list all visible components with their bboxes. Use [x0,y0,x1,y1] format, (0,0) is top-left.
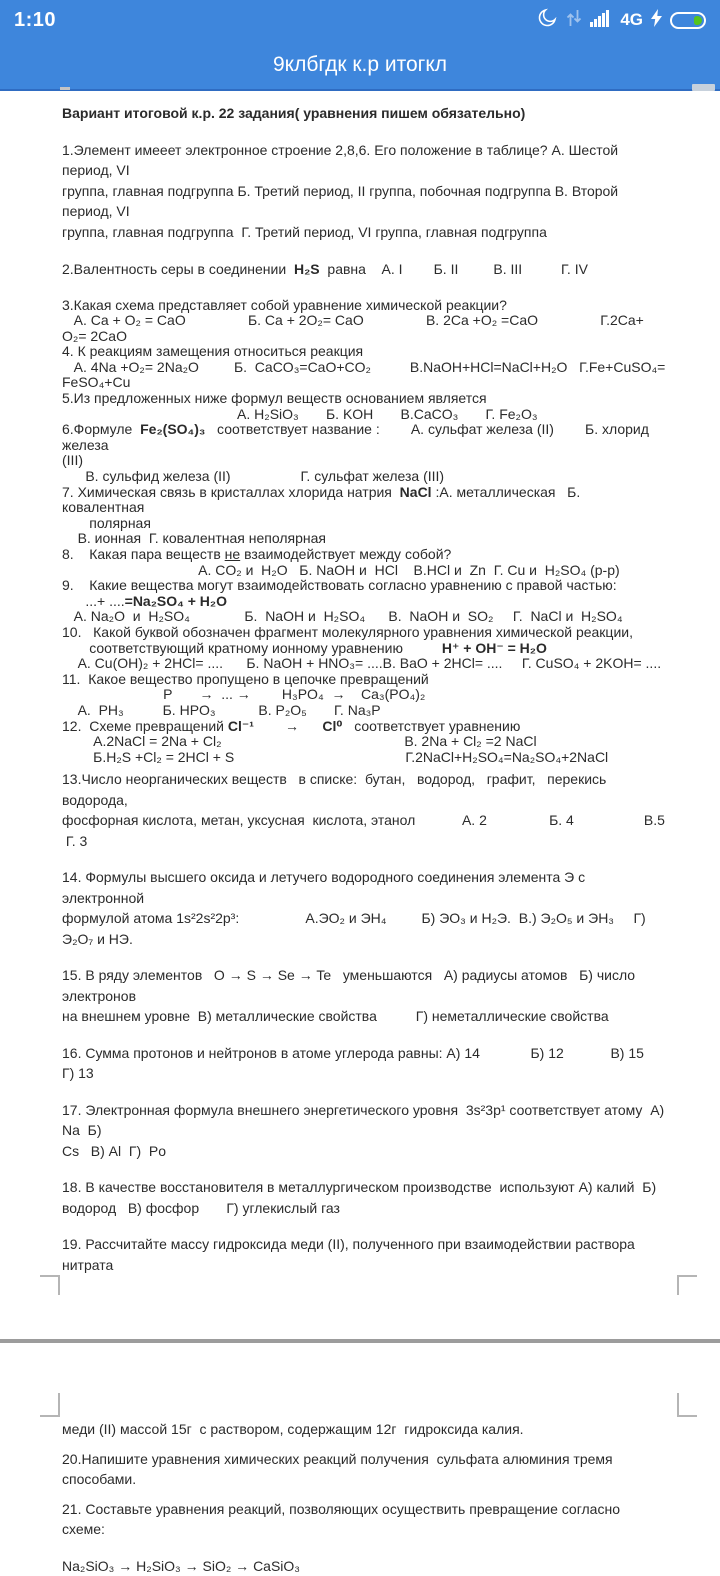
doc-line: формулой атома 1s²2s²2p³: А.ЭО₂ и ЭН₄ Б) ЭО₃ и Н₂Э. В.) Э₂О₅ и ЭН₃ Г) Э₂О₇ и НЭ. [62,910,650,947]
doc-line: меди (II) массой 15г с раствором, содержащим 12г гидроксида калия. [62,1421,524,1438]
doc-line: 14. Формулы высшего оксида и летучего водородного соединения элемента Э с электронной [62,869,590,906]
doc-line: Cs В) Al Г) Po [62,1142,167,1159]
page-break [0,1275,720,1419]
signal-icon [590,9,612,32]
status-bar [0,0,720,40]
doc-line: Г. 3 [62,832,88,849]
doc-line: на внешнем уровне В) металлические свойства Г) неметаллические свойства [62,1008,609,1025]
app-bar [0,40,720,91]
doc-line: 13.Число неорганических веществ в списке: бутан, водород, графит, перекись водорода, [62,771,611,808]
doc-line: 18. В качестве восстановителя в металлургическом производстве используют А) калий Б) [62,1179,657,1196]
doc-line: соответствующий кратному ионному уравнению H⁺ + OH⁻ = H₂O [62,639,547,656]
doc-line: 2.Валентность серы в соединении H₂S равна А. I Б. II В. III Г. IV [62,261,588,277]
doc-line: А. Na₂O и H₂SO₄ Б. NaOH и H₂SO₄ В. NaOH и SO₂ Г. NaCl и H₂SO₄ [62,608,623,625]
document-page-1 [0,91,720,1275]
page1-bottom-right-corner-mark [677,1275,697,1295]
doc-line: 15. В ряду элементов O → S → Se → Te уменьшаются А) радиусы атомов Б) число электронов [62,967,639,1004]
doc-line: фосфорная кислота, метан, уксусная кислота, этанол А. 2 Б. 4 В.5 [62,812,665,829]
doc-line: 12. Схеме превращений Cl⁻¹ → Cl⁰ соответствует уравнению [62,717,521,734]
status-icons [537,7,706,33]
doc-line: полярная [62,514,151,531]
doc-line: ...+ ....=Na₂SO₄ + H₂O [62,592,228,609]
doc-line: 7. Химическая связь в кристаллах хлорида натрия NaCl :А. металлическая Б. ковалентная [62,483,585,516]
page-top-corner-mark-left [60,87,70,90]
doc-line: А. H₂SiO₃ Б. KOH В.CaCO₃ Г. Fe₂O₃ [62,405,538,422]
data-arrows-icon [566,9,582,32]
doc-line: Na₂SiO₃ → H₂SiO₃ → SiO₂ → CaSiO₃ [62,1557,300,1574]
doc-line: Б.H₂S +Cl₂ = 2HCl + S Г.2NaCl+H₂SO₄=Na₂SO₄+2NaCl [62,748,609,765]
doc-line: А. Cu(OH)₂ + 2HCl= .... Б. NaOH + HNO₃= ....В. BaO + 2HCl= .... Г. CuSO₄ + 2KOH= .... [62,655,662,672]
scroll-indicator[interactable] [692,84,715,91]
doc-line: группа, главная подгруппа Г. Третий период, VI группа, главная подгруппа [62,223,547,240]
doc-line: 11. Какое вещество пропущено в цепочке превращений [62,670,429,687]
doc-line: 10. Какой буквой обозначен фрагмент молекулярного уравнения химической реакции, [62,623,633,640]
page2-top-left-corner-mark [40,1393,60,1417]
document-viewer[interactable] [0,91,720,1576]
moon-icon [537,7,558,33]
doc-line: Вариант итоговой к.р. 22 задания( уравнения пишем обязательно) [62,105,526,121]
page-title: 9клбгдк к.р итогкл [272,52,448,76]
page1-bottom-left-corner-mark [40,1275,60,1295]
doc-line: P → ... → H₃PO₄ → Ca₃(PO₄)₂ [62,686,426,703]
clock: 1:10 [14,8,57,31]
network-type-label: 4G [620,10,643,29]
page2-top-right-corner-mark [677,1393,697,1417]
doc-line: А. PH₃ Б. HPO₃ В. P₂O₅ Г. Na₃P [62,701,381,718]
doc-line: 1.Элемент имееет электронное строение 2,8,6. Его положение в таблице? А. Шестой период, VI [62,141,622,178]
document-page-2 [0,1419,720,1576]
doc-line: (III) [62,452,83,469]
doc-line: 17. Электронная формула внешнего энергетического уровня 3s²3p¹ соответствует атому А) Na Б) [62,1101,669,1139]
doc-line: А. CO₂ и H₂O Б. NaOH и HCl В.HCl и Zn Г. Cu и H₂SO₄ (р-р) [62,561,620,578]
doc-line: А.2NaCl = 2Na + Cl₂ В. 2Na + Cl₂ =2 NaCl [62,733,537,750]
battery-icon [670,12,706,29]
doc-line: 20.Напишите уравнения химических реакций получения сульфата алюминия тремя способами. [62,1450,617,1488]
doc-line: 3.Какая схема представляет собой уравнение химической реакции? [62,296,507,313]
doc-line: 5.Из предложенных ниже формул веществ основанием является [62,390,487,407]
doc-line: В. сульфид железа (II) Г. сульфат железа (III) [62,468,445,485]
doc-line: 21. Составьте уравнения реакций, позволяющих осуществить превращение согласно схеме: [62,1500,624,1538]
doc-line: 19. Рассчитайте массу гидроксида меди (II), полученного при взаимодействии раствора нитрата [62,1236,639,1273]
doc-line: 16. Сумма протонов и нейтронов в атоме углерода равны: А) 14 Б) 12 В) 15 Г) 13 [62,1044,679,1082]
page-separator [0,1339,720,1343]
charging-bolt-icon [651,9,662,32]
battery-charge-level [694,16,702,25]
doc-line: 4. К реакциям замещения относиться реакция [62,343,364,360]
doc-line: группа, главная подгруппа Б. Третий период, II группа, побочная подгруппа В. Второй период, VI [62,182,623,219]
doc-line: А. Ca + O₂ = CaO Б. Ca + 2O₂= CaO В. 2Ca +O₂ =CaO Г.2Ca+ O₂= 2CaO [62,312,648,344]
doc-line: 8. Какая пара веществ не взаимодействует между собой? [62,546,452,562]
doc-line: 9. Какие вещества могут взаимодействовать согласно уравнению с правой частью: [62,577,617,594]
doc-line: водород В) фосфор Г) углекислый газ [62,1199,340,1216]
doc-line: 6.Формуле Fe₂(SO₄)₃ соответствует название : А. сульфат железа (II) Б. хлорид железа [62,421,653,453]
doc-line: В. ионная Г. ковалентная неполярная [62,530,326,547]
doc-line: А. 4Na +O₂= 2Na₂O Б. CaCO₃=CaO+CO₂ В.NaOH+HCl=NaCl+H₂O Г.Fe+CuSO₄= FeSO₄+Cu [62,358,670,391]
